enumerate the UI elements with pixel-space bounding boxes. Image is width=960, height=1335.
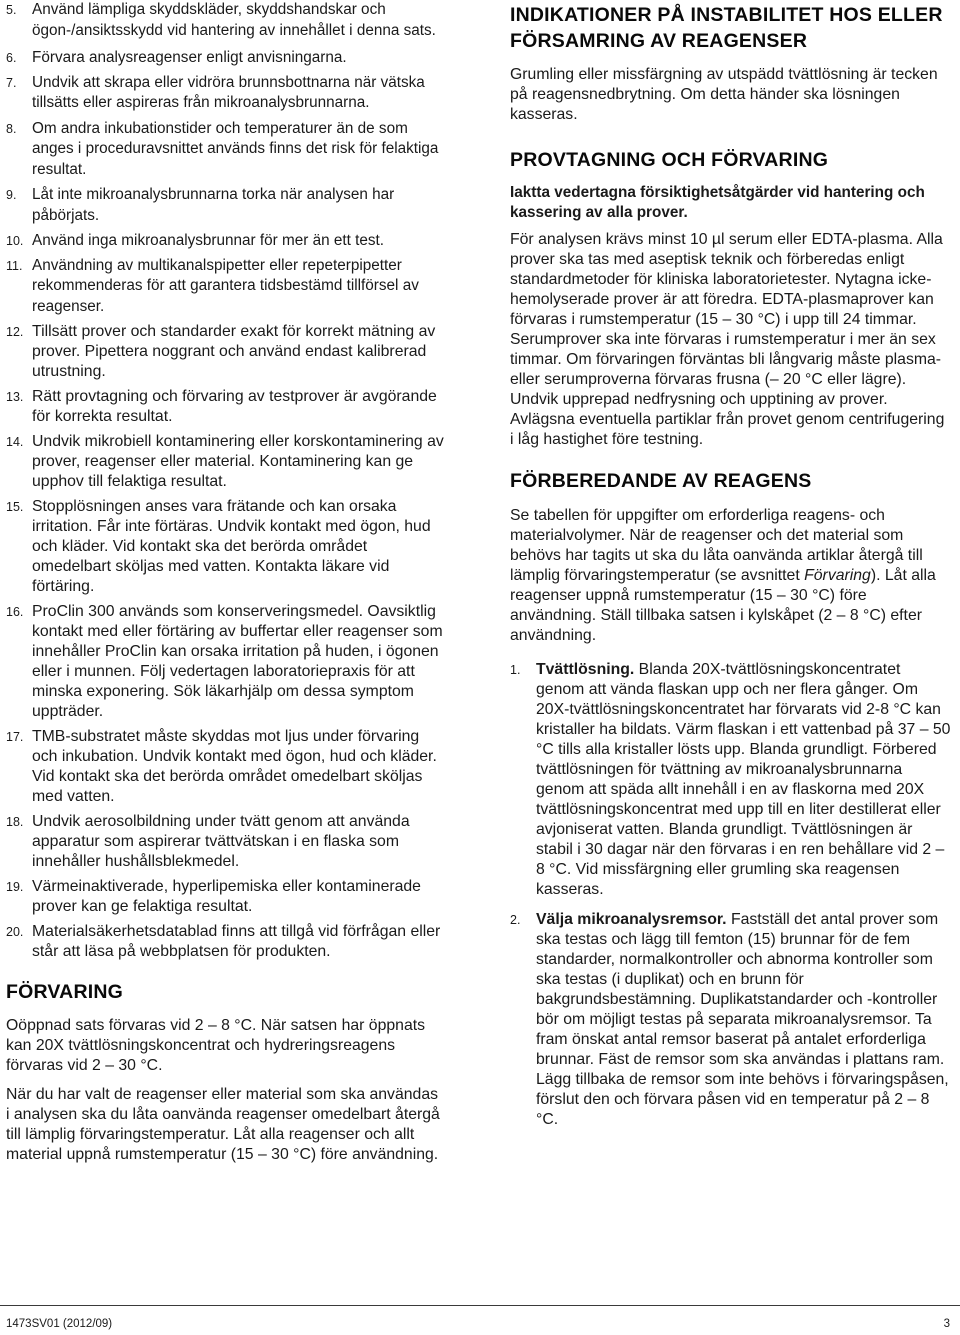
preparation-intro-text-end: ). Låt alla reagenser uppnå rumstemperatur (15 – 30 °C) före användning. Ställ tillbaka satsen i kylskåpet (2 – 8 °C) efter användning. xyxy=(510,567,936,644)
list-number: 13. xyxy=(6,390,24,404)
list-number: 7. xyxy=(6,75,17,90)
list-item xyxy=(6,432,444,492)
list-text: Undvik mikrobiell kontaminering eller korskontaminering av prover, reagenser eller material. Kontaminering kan ge upphov till felaktiga resultat. xyxy=(32,433,444,490)
list-item xyxy=(6,322,444,382)
page-number: 3 xyxy=(943,1318,950,1330)
instability-heading-line-2: FÖRSAMRING AV REAGENSER xyxy=(510,30,808,52)
list-item-title: Välja mikroanalysremsor. xyxy=(536,911,727,928)
preparation-intro xyxy=(510,506,952,646)
list-item xyxy=(6,185,444,226)
list-text: Låt inte mikroanalysbrunnarna torka när analysen har påbörjats. xyxy=(32,186,395,224)
sampling-subheading: Iaktta vedertagna försiktighetsåtgärder vid hantering och kassering av alla prover. xyxy=(510,184,925,221)
list-item-title: Tvättlösning. xyxy=(536,661,635,678)
right-column xyxy=(510,0,952,1140)
list-item xyxy=(6,922,444,962)
list-text: Blanda 20X-tvättlösningskoncentratet genom att vända flaskan upp och ner flera gånger. Om 20X-tvättlösningskoncentratet har förvarats vid 2-8 °C kan kristaller ha bildats. Värm flaskan i ett vattenbad på 37 – 50 °C tills alla kristaller lösts upp. Blanda grundligt. Förbered tvättlösningen för tvättning av mikroanalysbrunnarna genom att späda allt innehåll i en av flaskorna med 20X tvättlösningskoncentrat med upp till en liter destillerat eller avjoniserat vatten. Blanda grundligt. Tvättlösningen är stabil i 30 dagar när den förvaras i en ren behållare vid 2 – 8 °C. Vid missfärgning eller grumling ska reagensen kasseras. xyxy=(536,661,951,898)
list-number: 12. xyxy=(6,325,24,339)
list-number: 19. xyxy=(6,880,24,894)
list-number: 11. xyxy=(6,258,23,273)
list-item xyxy=(6,256,444,318)
list-item xyxy=(6,73,444,114)
list-item xyxy=(6,387,444,427)
preparation-intro-text: Se tabellen för uppgifter om erforderliga reagens- och materialvolymer. När de reagenser och det material som behövs har tagits ut ska du låta oanvända artiklar återgå till lämplig förvaringstemperatur (se avsnittet xyxy=(510,507,923,584)
list-text: Förvara analysreagenser enligt anvisningarna. xyxy=(32,49,347,66)
list-item xyxy=(6,231,444,252)
list-item xyxy=(510,660,952,900)
instability-heading-line-1: INDIKATIONER PÅ INSTABILITET HOS ELLER xyxy=(510,4,943,26)
list-text: Materialsäkerhetsdatablad finns att tillgå vid förfrågan eller står att läsa på webbplatsen för produkten. xyxy=(32,923,441,960)
list-number: 10. xyxy=(6,234,24,248)
list-text: Undvik aerosolbildning under tvätt genom att använda apparatur som aspirerar tvättvätskan i en flaska som innehåller hushållsblekmedel. xyxy=(32,813,410,870)
instability-text: Grumling eller missfärgning av utspädd tvättlösning är tecken på reagensnedbrytning. Om detta händer ska lösningen kasseras. xyxy=(510,66,938,123)
list-text: Värmeinaktiverade, hyperlipemiska eller kontaminerade prover kan ge felaktiga resultat. xyxy=(32,878,421,915)
sampling-heading: PROVTAGNING OCH FÖRVARING xyxy=(510,149,829,171)
list-item xyxy=(6,0,444,41)
list-item xyxy=(6,812,444,872)
list-number: 20. xyxy=(6,925,24,939)
footer-divider xyxy=(0,1305,960,1306)
list-item xyxy=(6,497,444,597)
list-item xyxy=(6,602,444,722)
preparation-intro-reference: Förvaring xyxy=(804,567,871,584)
list-text: Undvik att skrapa eller vidröra brunnsbottnarna när vätska tillsätts eller aspireras från mikroanalysbrunnarna. xyxy=(32,73,425,111)
list-number: 8. xyxy=(6,121,17,136)
list-item xyxy=(510,910,952,1130)
storage-paragraph-2: När du har valt de reagenser eller material som ska användas i analysen ska du låta oanvända reagenser omedelbart återgå till lämplig förvaringstemperatur. Låt alla reagenser och allt material uppnå rumstemperatur (15 – 30 °C) före användning. xyxy=(6,1086,440,1163)
instability-heading xyxy=(510,0,952,54)
list-number: 1. xyxy=(510,663,521,677)
list-number: 16. xyxy=(6,605,24,619)
list-text: Stopplösningen anses vara frätande och kan orsaka irritation. Får inte förtäras. Undvik kontakt med ögon, hud och kläder. Vid kontakt ska det berörda området omedelbart sköljas med vatten. Kontakta läkare vid förtäring. xyxy=(32,498,431,595)
preparation-list xyxy=(510,660,952,1130)
preparation-heading: FÖRBEREDANDE AV REAGENS xyxy=(510,470,812,492)
list-number: 2. xyxy=(510,913,521,927)
list-number: 17. xyxy=(6,730,24,744)
list-number: 6. xyxy=(6,51,17,65)
list-number: 5. xyxy=(6,3,17,17)
list-text: Fastställ det antal prover som ska testas och lägg till femton (15) brunnar för de fem standarder, normalkontroller och abnorma kontroller som ska testas (i duplikat) och en brunn för bakgrundsbestämning. Duplikatstandarder och -kontroller bör om möjligt testas på separata mikroanalysremsor. Ta fram önskat antal remsor baserat på antalet erforderliga brunnar. Fäst de remsor som ska användas i plattans ram. Lägg tillbaka de remsor som inte behövs i förvaringspåsen, förslut den och förvara påsen vid en temperatur på 2 – 8 °C. xyxy=(536,911,949,1128)
list-text: Använd lämpliga skyddskläder, skyddshandskar och ögon-/ansiktsskydd vid hantering av innehållet i denna sats. xyxy=(32,1,436,39)
list-item xyxy=(6,48,444,69)
list-text: Tillsätt prover och standarder exakt för korrekt mätning av prover. Pipettera noggrant och använd endast kalibrerad utrustning. xyxy=(32,323,436,380)
list-number: 18. xyxy=(6,815,24,829)
precautions-list xyxy=(6,0,444,962)
list-text: Använd inga mikroanalysbrunnar för mer än ett test. xyxy=(32,232,385,249)
list-number: 9. xyxy=(6,188,17,202)
list-text: ProClin 300 används som konserveringsmedel. Oavsiktlig kontakt med eller förtäring av buffertar eller reagenser som innehåller ProClin kan orsaka irritation på huden, i ögonen eller i munnen. Följ vedertagen laboratoriepraxis för att minska exponering. Sök läkarhjälp om dessa symptom uppträder. xyxy=(32,603,443,720)
list-text: TMB-substratet måste skyddas mot ljus under förvaring och inkubation. Undvik kontakt med ögon, hud och kläder. Vid kontakt ska det berörda området omedelbart sköljas med vatten. xyxy=(32,728,437,805)
storage-heading: FÖRVARING xyxy=(6,981,124,1003)
list-text: Användning av multikanalspipetter eller repeterpipetter rekommenderas för att garantera tidsbestämd tillförsel av reagenser. xyxy=(32,256,419,315)
left-column xyxy=(6,0,444,1165)
list-item xyxy=(6,119,444,181)
list-number: 15. xyxy=(6,500,24,514)
list-text: Rätt provtagning och förvaring av testprover är avgörande för korrekta resultat. xyxy=(32,388,437,425)
storage-paragraph-1: Oöppnad sats förvaras vid 2 – 8 °C. När satsen har öppnats kan 20X tvättlösningskoncentrat och hydreringsreagens förvaras vid 2 – 30 °C. xyxy=(6,1017,426,1074)
list-number: 14. xyxy=(6,435,24,449)
list-item xyxy=(6,877,444,917)
list-item xyxy=(6,727,444,807)
sampling-text: För analysen krävs minst 10 µl serum eller EDTA-plasma. Alla prover ska tas med aseptisk teknik och förberedas enligt standardmetoder för kliniska laboratorietester. Nytagna icke-hemolyserade prover är att föredra. EDTA-plasmaprover kan förvaras i rumstemperatur (15 – 30 °C) i upp till 24 timmar. Serumprover ska inte förvaras i rumstemperatur i mer än sex timmar. Om förvaringen förväntas bli långvarig måste plasma- eller serumproverna förvaras frusna (– 20 °C eller lägre). Undvik upprepad nedfrysning och upptining av prover. Avlägsna eventuella partiklar från provet genom centrifugering i låg hastighet före testning. xyxy=(510,231,945,448)
document-code: 1473SV01 (2012/09) xyxy=(6,1318,113,1330)
list-text: Om andra inkubationstider och temperaturer än de som anges i proceduravsnittet används finns det risk för felaktiga resultat. xyxy=(32,119,439,178)
